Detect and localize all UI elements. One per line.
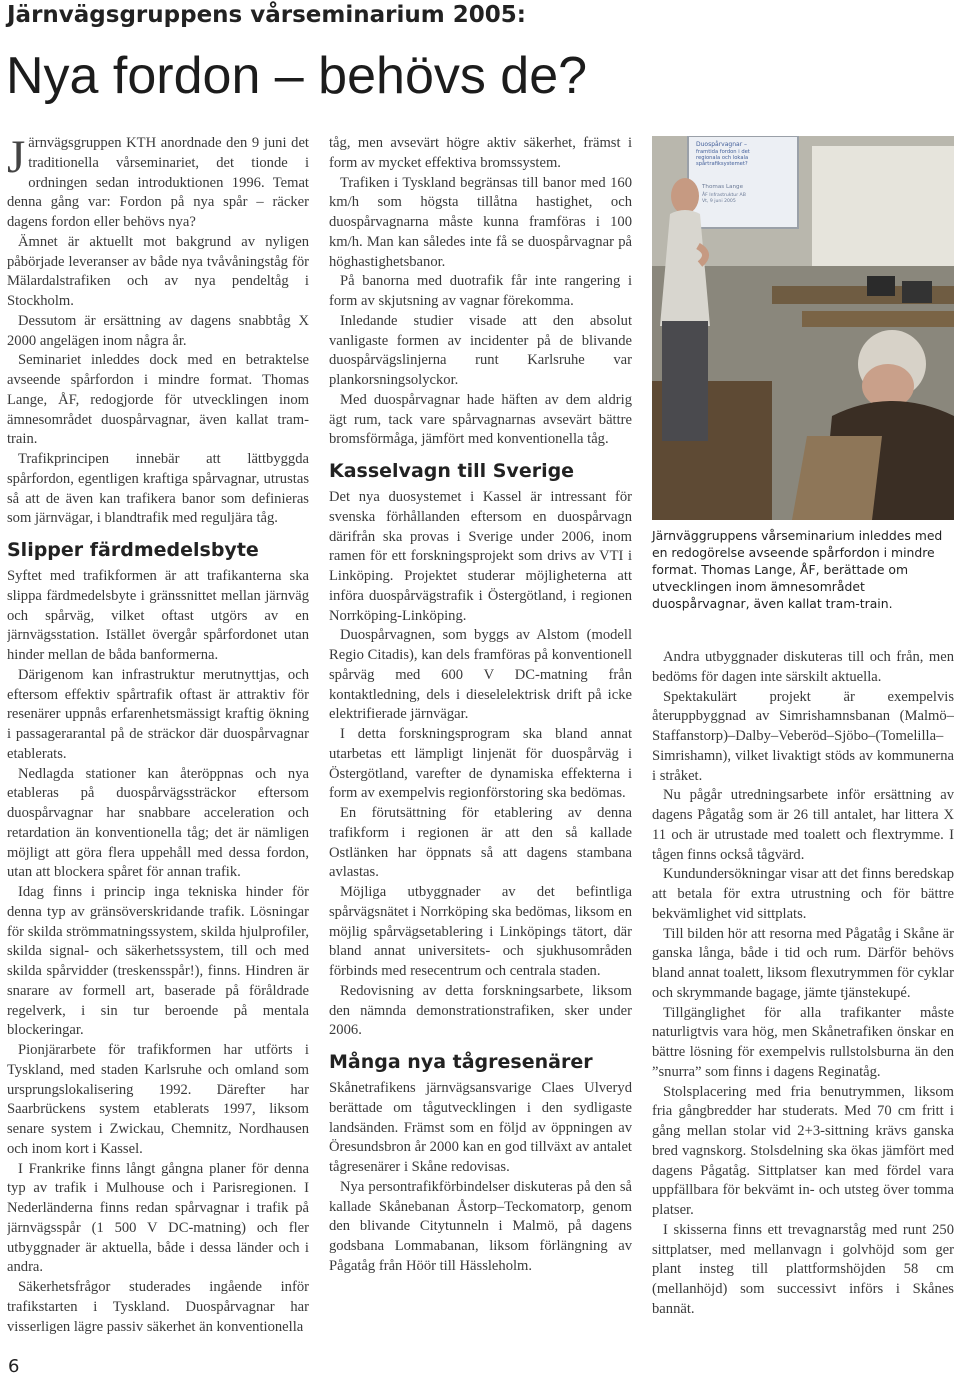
seminar-photo: [652, 136, 954, 520]
body-paragraph: Trafiken i Tyskland begränsas till banor med 160 km/h som högsta tillåtna hastighet, och duospårvagnarna måste kunna framföras i 100 km/h. Man kan således inte få se duospårvagnar på höghastighetsbanor.: [329, 174, 632, 270]
series-kicker: Järnvägsgruppens vårseminarium 2005:: [7, 2, 526, 28]
body-paragraph: Syftet med trafikformen är att trafikanterna ska slippa färdmedelsbyte i gränssnittet mellan järnväg och spårväg, vilket oftast utgörs av en järnvägsstation. Istället övergår spårfordonet utan hinder mellan de båda banformerna.: [7, 568, 309, 663]
body-paragraph: Kundundersökningar visar att det finns beredskap att betala för extra utrustning och för bättre bekvämlighet vid sittplats.: [652, 866, 954, 922]
page-number: 6: [8, 1356, 20, 1377]
body-paragraph: Det nya duosystemet i Kassel är intressant för svenska förhållanden eftersom en duospårvagn därifrån ska provas i Sverige under 2006, inom ramen för ett forskningsprojekt som drivs av VTI i Linköping. Projektet studerar möjligheterna att införa duospårvägstrafik i Östergötland, i regionen Norrköping-Linköping.: [329, 489, 632, 624]
body-paragraph: Skånetrafikens järnvägsansvarige Claes Ulveryd berättade om tågutvecklingen i den sydligaste landsänden. Främst som en följd av öppningen av Öresundsbron år 2000 kan en god tillväxt av antalet tågresenärer i Skåne redovisas.: [329, 1080, 632, 1175]
slide-text-line: ÅF Infrastruktur AB: [702, 193, 746, 198]
body-paragraph: Inledande studier visade att den absolut vanligaste formen av incidenter på de blivande duospårvägslinjerna runt Karlsruhe var plankorsningsolyckor.: [329, 312, 632, 388]
body-paragraph: Seminariet inleddes dock med en betraktelse avseende spårfordon i mindre format. Thomas Lange, ÅF, redogjorde för utvecklingen inom ämnesområdet duospårvagnar, även kallat tram-train.: [7, 352, 309, 448]
slide-text-line: regionala och lokala: [696, 155, 749, 161]
body-paragraph: Stolsplacering med fria benutrymmen, liksom fria gångbredder har studerats. Med 70 cm fritt i gång mellan stolar vid 2+3-sittning krävs ganska bred vagnskorg. Stolsdelning ska ökas jämfört med dagens Pågatåg. Sittplatser kan med fördel vara uppfällbara för bekvämt in- och utsteg över tomma platser.: [652, 1083, 954, 1218]
body-paragraph: På banorna med duotrafik får inte rangering i form av skjutsning av vagnar förekomma.: [329, 273, 632, 309]
article-column-2: [329, 134, 632, 1345]
section-heading: Kasselvagn till Sverige: [329, 460, 575, 482]
body-paragraph: I skisserna finns ett trevagnarståg med runt 250 sittplatser, med mellanvagn i golvhöjd som ger plant insteg till plattformshöjden 58 cm (mellanhöjd) som successivt införs i Skånes bannät.: [652, 1221, 954, 1317]
body-paragraph: Nya persontrafikförbindelser diskuteras på den så kallade Skånebanan Åstorp–Teckomatorp, genom den blivande Citytunneln i Malmö, på dagens godsbana Lommabanan, liksom förlängning av Pågatåg från Höör till Hässleholm.: [329, 1178, 632, 1274]
body-paragraph: tåg, men avsevärt högre aktiv säkerhet, främst i form av mycket effektiva bromssystem.: [329, 135, 632, 171]
photo-caption: Järnväggruppens vårseminarium inleddes med en redogörelse avseende spårfordon i mindre format. Thomas Lange, ÅF, berättade om utvecklingen inom ämnesområdet duospårvagnar, även kallat tram-train.: [652, 528, 943, 611]
body-paragraph: Säkerhetsfrågor studerades ingående inför trafikstarten i Tyskland. Duospårvagnar har visserligen lägre passiv säkerhet än konventionella: [7, 1279, 309, 1335]
drop-cap: J: [7, 134, 26, 183]
body-paragraph: I detta forskningsprogram ska bland annat utarbetas ett lämpligt linjenät för duospårväg i Östergötland, varefter de dynamiska effekterna i form av exempelvis regionförstoring ska bedömas.: [329, 726, 632, 802]
body-paragraph: Möjliga utbyggnader av det befintliga spårvägsnätet i Norrköping ska bedömas, liksom en möjlig spårvägsetablering i Linköpings tätort, där bland annat universitets- och sjukhusområden förbinds med resecentrum och centrala staden.: [329, 884, 632, 979]
section-heading: Slipper färdmedelsbyte: [7, 539, 259, 561]
body-paragraph: Spektakulärt projekt är exempelvis återuppbyggnad av Simrishamnsbanan (Malmö–Staffanstorp)–Dalby–Veberöd–Sjöbo–(Tomelilla–Simrishamn), vilket livaktigt stöds av kommunerna i stråket.: [652, 688, 954, 784]
body-paragraph: En förutsättning för etablering av denna trafikform i regionen är att den så kallade Ostlänken har öppnats så att dagens stambana avlastas.: [329, 805, 632, 881]
body-paragraph: Därigenom kan infrastruktur merutnyttjas, och eftersom effektiv spårtrafik oftast är attraktiv för resenärer uppnås erfarenhetsmässigt kraftig ökning i passagerarantal på de sträckor där duospårvagnar etablerats.: [7, 666, 309, 762]
body-paragraph: Ämnet är aktuellt mot bakgrund av nyligen påbörjade leveranser av både nya tvåvåningståg för Mälardalstrafiken och av nya pendeltåg i Stockholm.: [7, 233, 309, 309]
slide-text-line: Thomas Lange: [702, 184, 744, 190]
body-paragraph: Till bilden hör att resorna med Pågatåg i Skåne är ganska långa, både i tid och rum. Därför behövs bland annat toalett, liksom flexutrymmen för cyklar och skrymmande bagage, jämte tjänstekupé.: [652, 925, 954, 1001]
body-paragraph: Trafikprincipen innebär att lättbyggda spårfordon, egentligen kraftiga spårvagnar, utrustas så att de även kan trafikera banor som definieras som järnvägar, i blandtrafik med reguljära tåg.: [7, 451, 309, 527]
slide-text-line: spårtrafiksystemet?: [696, 161, 748, 167]
slide-text-line: Vt, 9 juni 2005: [702, 199, 736, 204]
body-paragraph: I Frankrike finns långt gångna planer för denna typ av trafik i Mulhouse och i Parisregionen. I Nederländerna finns redan spårvagnar i trafik på järnvägsspår (1 500 V DC-matning) och fler utbyggnader är aktuella, både i dessa länder och i andra.: [7, 1160, 309, 1276]
lead-paragraph: [7, 134, 309, 233]
body-paragraph: Med duospårvagnar hade häften av dem aldrig ägt rum, tack vare spårvagnarnas avsevärt bättre bromsförmåga, jämfört med konventionella tåg.: [329, 391, 632, 448]
body-paragraph: Nedlagda stationer kan återöppnas och nya etableras på duospårvägssträckor eftersom duospårvagnar har snabbare acceleration och retardation än konventionella tåg; det är nämligen möjligt att göra flera uppehåll med dessa fordon, utan att blockera spåret för annan trafik.: [7, 765, 309, 881]
slide-text-line: framtida fordon i det: [696, 149, 750, 155]
body-paragraph: Redovisning av detta forskningsarbete, liksom den nämnda demonstrationstrafiken, sker under 2006.: [329, 982, 632, 1039]
section-heading: Många nya tågresenärer: [329, 1051, 593, 1073]
article-column-1: [7, 134, 309, 1345]
seminar-photo-illustration: [652, 136, 954, 520]
article-column-3: [652, 648, 954, 1345]
body-paragraph: Nu pågår utredningsarbete inför ersättning av dagens Pågatåg som är 26 till antalet, har littera X 11 och är utrustade med toalett och flextrymme. I tågen finns också tågvärd.: [652, 787, 954, 863]
slide-text-line: Duospårvagnar –: [696, 141, 748, 148]
body-paragraph: Dessutom är ersättning av dagens snabbtåg X 2000 angelägen inom några år.: [7, 312, 309, 349]
body-paragraph: Idag finns i princip inga tekniska hinder för denna typ av gränsöverskridande trafik. Lösningar för skilda strömmatningssystem, skilda hjulprofiler, skilda signal- och säkerhetssystem, till och med skilda spårvidder (treskensspår!), finns. Hindren är snarare av formell art, baserade på föråldrade regelverk, i sin tur beroende på mentala blockeringar.: [7, 884, 309, 1039]
body-paragraph: Pionjärarbete för trafikformen har utförts i Tyskland, med staden Karlsruhe och omland som ursprungslokalisering 1992. Därefter har Saarbrückens system etablerats 1997, liksom senare system i Zwickau, Chemnitz, Nordhausen och inom kort i Kassel.: [7, 1042, 309, 1157]
body-paragraph: Duospårvagnen, som byggs av Alstom (modell Regio Citadis), kan dels framföras på konventionell spårväg med 600 V DC-matning från kontaktledning, dels i dieselelektrisk drift på icke elektrifierade järnvägar.: [329, 627, 632, 723]
body-paragraph: Andra utbyggnader diskuteras till och från, men bedöms för dagen inte särskilt aktuella.: [652, 649, 954, 685]
article-headline: Nya fordon – behövs de?: [6, 47, 588, 105]
lead-text: ärnvägsgruppen KTH anordnade den 9 juni det traditionella vårseminariet, det tionde i ordningen sedan introduktionen 1996. Temat denna gång var: Fordon på nya spår – räcker dagens fordon eller behövs nya?: [7, 135, 309, 230]
body-paragraph: Tillgänglighet för alla trafikanter måste naturligtvis vara hög, men Skånetrafiken önskar en bättre lösning för exempelvis rullstolsburna än den ”snurra” som finns i dagens Reginatåg.: [652, 1004, 954, 1080]
